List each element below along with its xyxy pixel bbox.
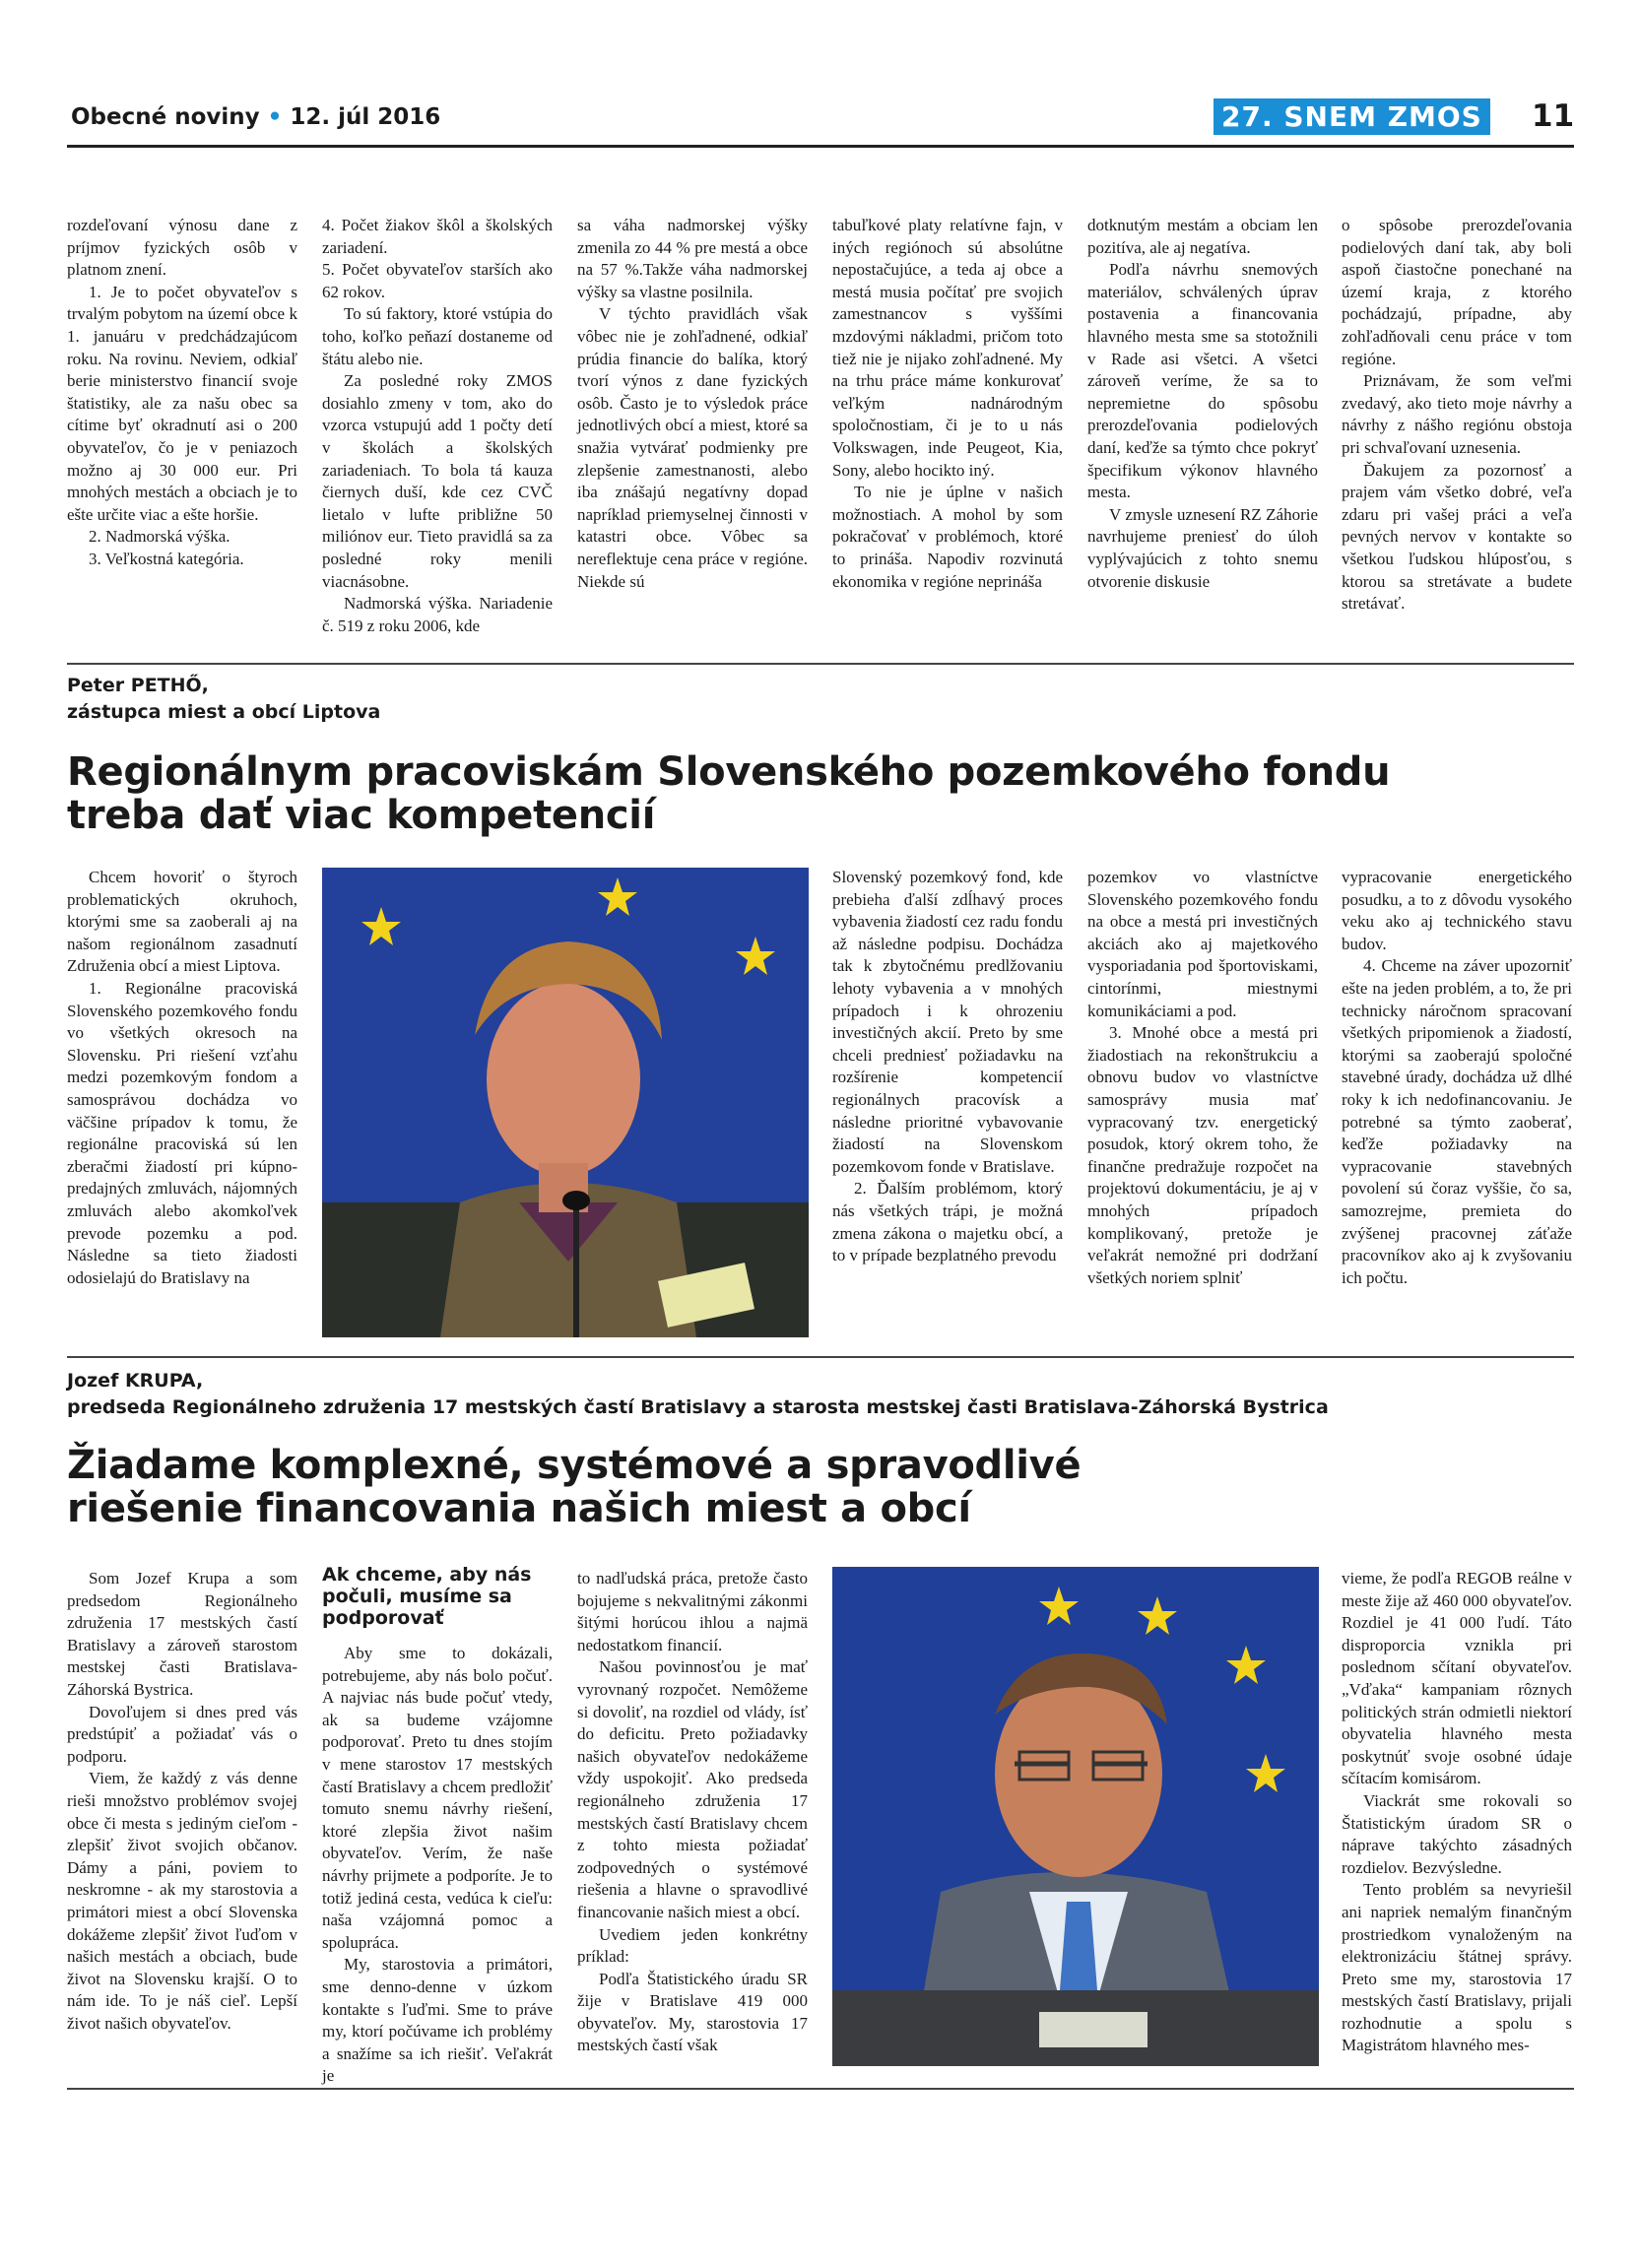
paragraph: vieme, že podľa REGOB reálne v meste žije až 460 000 obyvateľov. Rozdiel je 41 000 ľudí. Táto disproporcia vznikla pri poslednom sčítaní obyvateľov. „Vďaka“ kampaniam rôznych politických strán odmietli niektorí obyvatelia hlavného mesta poskytnúť svoje osobné údaje sčítacím komisárom. — [1342, 1569, 1572, 1788]
top-column-3 — [577, 215, 808, 593]
paragraph: o spôsobe prerozdeľovania podielových daní tak, aby boli aspoň čiastočne ponechané na území kraja, z ktorého pochádzajú, prípadne, aby zohľadňovali cenu práce v tom regióne. — [1342, 216, 1572, 368]
paragraph: Viackrát sme rokovali so Štatistickým úradom SR o náprave takýchto zásadných rozdielov. Bezvýsledne. — [1342, 1790, 1572, 1877]
section-divider — [67, 1356, 1574, 1358]
paragraph: Tento problém sa nevyriešil ani napriek nemalým finančným prostriedkom vynaloženým na elektronizáciu štátnej správy. Preto sme my, starostovia 17 mestských častí Bratislavy, prijali rozhodnutie a spolu s Magistrátom hlavného mes- — [1342, 1880, 1572, 2055]
paragraph: Nadmorská výška. Nariadenie č. 519 z roku 2006, kde — [322, 594, 553, 635]
paragraph: 3. Mnohé obce a mestá pri žiadostiach na rekonštrukciu a obnovu budov vo vlastníctve samosprávy musia mať vypracovaný tzv. energetický posudok, ktorý okrem toho, že finančne predražuje rozpočet na projektovú dokumentáciu, je aj v mnohých prípadoch komplikovaný, pretože je veľakrát nemožné pri dodržaní všetkých noriem splniť — [1087, 1023, 1318, 1287]
author-role: zástupca miest a obcí Liptova — [67, 701, 381, 723]
article2-headline — [67, 1444, 1564, 1530]
paragraph: Za posledné roky ZMOS dosiahlo zmeny v tom, ako do vzorca vstupujú add 1 počty detí v školách a školských zariadeniach. To bola tá kauza čiernych duší, kde cez CVČ lietalo v lufte približne 50 miliónov eur. Tieto pravidlá sa za posledné roky menili viacnásobne. — [322, 371, 553, 591]
article2-column-1 — [67, 1568, 297, 2035]
paragraph: V týchto pravidlách však vôbec nie je zohľadnené, odkiaľ prúdia financie do balíka, ktorý tvorí výnos z dane fyzických osôb. Často je to výsledok práce jednotlivých obcí a miest, ktoré sa snažia vytvárať podmienky pre zlepšenie zamestnanosti, alebo iba znášajú negatívny dopad napríklad priemyselnej činnosti v katastri obce. Vôbec sa nereflektuje cena práce v regióne. Niekde sú — [577, 304, 808, 591]
article1-column-1 — [67, 867, 297, 1289]
article2-column-2 — [322, 1564, 553, 2088]
paragraph: Našou povinnosťou je mať vyrovnaný rozpočet. Nemôžeme si dovoliť, na rozdiel od vlády, ísť do deficitu. Preto požiadavky našich obyvateľov nedokážeme vždy uspokojiť. Ako predseda regionálneho združenia 17 mestských častí Bratislavy chcem z tohto miesta požiadať zodpovedných o systémové riešenia a hlavne o spravodlivé financovanie našich miest a obcí. — [577, 1657, 808, 1921]
paragraph: 3. Veľkostná kategória. — [89, 549, 244, 568]
paragraph: sa váha nadmorskej výšky zmenila zo 44 % pre mestá a obce na 57 %.Takže váha nadmorskej výšky sa vlastne posilnila. — [577, 216, 808, 301]
paragraph: pozemkov vo vlastníctve Slovenského pozemkového fondu na obce a mestá pri investičných akciách ako aj majetkového vysporiadania pod športoviskami, cintorínmi, miestnymi komunikáciami a pod. — [1087, 868, 1318, 1020]
author-role: predseda Regionálneho združenia 17 mestských častí Bratislavy a starosta mestskej časti Bratislava-Záhorská Bystrica — [67, 1396, 1329, 1418]
paragraph: 4. Počet žiakov škôl a školských zariadení. — [322, 216, 553, 257]
paragraph: 1. Regionálne pracoviská Slovenského pozemkového fondu vo všetkých okresoch na Slovensku. Pri riešení vzťahu medzi pozemkovým fondom a samosprávou dochádza vo väčšine prípadov k tomu, že regionálne pracoviská sú len zberačmi žiadostí pri kúpno-predajných zmluvách, nájomných zmluvách alebo akomkoľvek prevode pozemku a pod. Následne sa tieto žiadosti odosielajú do Bratislavy na — [67, 978, 297, 1287]
article1-column-6 — [1342, 867, 1572, 1289]
paragraph: To nie je úplne v našich možnostiach. A mohol by som pokračovať v problémoch, ktoré to prináša. Napodiv rozvinutá ekonomika v regióne neprináša — [832, 483, 1063, 591]
paragraph: Dovoľujem si dnes pred vás predstúpiť a požiadať vás o podporu. — [67, 1702, 297, 1766]
article1-headline — [67, 750, 1564, 837]
paragraph: Chcem hovoriť o štyroch problematických okruhoch, ktorými sme sa zaoberali aj na našom regionálnom zasadnutí Združenia obcí a miest Liptova. — [67, 868, 297, 976]
headline-line: Žiadame komplexné, systémové a spravodlivé — [67, 1443, 1082, 1488]
paragraph: vypracovanie energetického posudku, a to z dôvodu vysokého veku ako aj technického stavu budov. — [1342, 868, 1572, 953]
top-column-2 — [322, 215, 553, 637]
paragraph: rozdeľovaní výnosu dane z príjmov fyzických osôb v platnom znení. — [67, 216, 297, 280]
subheading: Ak chceme, aby nás počuli, musíme sa podporovať — [322, 1564, 532, 1629]
article2-column-6 — [1342, 1568, 1572, 2057]
article1-byline — [67, 673, 1052, 726]
paragraph: To sú faktory, ktoré vstúpia do toho, koľko peňazí dostaneme od štátu alebo nie. — [322, 304, 553, 368]
article1-column-4 — [832, 867, 1063, 1267]
top-column-1 — [67, 215, 297, 571]
publication-name: Obecné noviny — [71, 104, 260, 130]
article2-byline — [67, 1368, 1564, 1421]
portrait-icon — [322, 868, 809, 1337]
section-badge: 27. SNEM ZMOS — [1214, 98, 1490, 135]
paragraph: My, starostovia a primátori, sme denno-denne v úzkom kontakte s ľuďmi. Sme to práve my, ktorí počúvame ich problémy a snažíme sa ich riešiť. Veľakrát je — [322, 1955, 553, 2086]
author-name: Peter PETHŐ, — [67, 675, 209, 696]
paragraph: to nadľudská práca, pretože často bojujeme s nekvalitnými zákonmi šitými horúcou ihlou a najmä nedostatkom financií. — [577, 1569, 808, 1654]
paragraph: 2. Nadmorská výška. — [89, 527, 230, 547]
paragraph: 4. Chceme na záver upozorniť ešte na jeden problém, a to, že pri technicky náročnom spracovaní všetkých pripomienok a žiadostí, ktorými sa zaoberajú spoločné stavebné úrady, dochádza už dlhé roky k ich nedofinancovaniu. Je potrebné sa týmto zaoberať, keďže požiadavky na vypracovanie stavebných povolení sú čoraz vyššie, čo sa, samozrejme, premieta do zvýšenej pracovnej záťaže pracovníkov ako aj k zvyšovaniu ich počtu. — [1342, 956, 1572, 1287]
paragraph: 2. Ďalším problémom, ktorý nás všetkých trápi, je možná zmena zákona o majetku obcí, a to v prípade bezplatného prevodu — [832, 1179, 1063, 1265]
paragraph: Podľa Štatistického úradu SR žije v Bratislave 419 000 obyvateľov. My, starostovia 17 mestských častí však — [577, 1969, 808, 2055]
paragraph: 1. Je to počet obyvateľov s trvalým pobytom na území obce k 1. januáru v predchádzajúcom roku. Na rovinu. Neviem, odkiaľ berie ministerstvo financií svoje štatistiky, ale za našu obec sa cítime byť okradnutí asi o 200 obyvateľov, čo je v peniazoch možno aj 30 000 eur. Pri mnohých mestách a obciach je to ešte určite viac a ešte horšie. — [67, 282, 297, 524]
paragraph: Viem, že každý z vás denne rieši množstvo problémov svojej obce či mesta s jediným cieľom - zlepšiť život svojich občanov. Dámy a páni, poviem to neskromne - ak my starostovia a primátori miest a obcí Slovenska dokážeme zlepšiť život ľuďom v našich mestách a obciach, bude život na Slovensku krajší. O to nám ide. To je náš cieľ. Lepší život našich obyvateľov. — [67, 1769, 297, 2033]
article2-photo — [832, 1567, 1319, 2066]
paragraph: Slovenský pozemkový fond, kde prebieha ďalší zdĺhavý proces vybavenia žiadostí cez radu fondu až následne podpisu. Dochádza tak k zbytočnému predlžovaniu lehoty vybavenia a v mnohých prípadoch i k ohrozeniu investičných akcií. Preto by sme chceli predniesť požiadavku na rozšírenie kompetencií regionálnych pracovísk a následne prioritné vybavovanie žiadostí na Slovenskom pozemkovom fonde v Bratislave. — [832, 868, 1063, 1176]
paragraph: Som Jozef Krupa a som predsedom Regionálneho združenia 17 mestských častí Bratislavy a zároveň starostom mestskej časti Bratislava-Záhorská Bystrica. — [67, 1569, 297, 1699]
top-column-4 — [832, 215, 1063, 593]
headline-line: treba dať viac kompetencií — [67, 793, 656, 838]
article1-column-5 — [1087, 867, 1318, 1289]
paragraph: dotknutým mestám a obciam len pozitíva, ale aj negatíva. — [1087, 216, 1318, 257]
bottom-rule — [67, 2088, 1574, 2090]
paragraph: Priznávam, že som veľmi zvedavý, ako tieto moje návrhy a návrhy z nášho regiónu obstoja pri schvaľovaní uznesenia. — [1342, 371, 1572, 457]
paragraph: 5. Počet obyvateľov starších ako 62 rokov. — [322, 260, 553, 301]
author-name: Jozef KRUPA, — [67, 1370, 204, 1392]
paragraph: V zmysle uznesení RZ Záhorie navrhujeme preniesť do úloh vyplývajúcich z tohto snemu otvorenie diskusie — [1087, 504, 1318, 591]
portrait-icon — [832, 1567, 1319, 2066]
top-column-5 — [1087, 215, 1318, 593]
headline-line: Regionálnym pracoviskám Slovenského pozemkového fondu — [67, 749, 1391, 795]
headline-line: riešenie financovania našich miest a obcí — [67, 1486, 971, 1531]
masthead — [71, 104, 440, 130]
paragraph: Ďakujem za pozornosť a prajem vám všetko dobré, veľa zdaru pri vašej práci a veľa pevných nervov v kontakte so všetkou ľudskou hlúposťou, s ktorou sa stretávate a budete stretávať. — [1342, 460, 1572, 614]
header-rule — [67, 145, 1574, 148]
section-divider — [67, 663, 1574, 665]
page-number: 11 — [1532, 98, 1575, 134]
article1-photo — [322, 868, 809, 1337]
paragraph: Aby sme to dokázali, potrebujeme, aby nás bolo počuť. A najviac nás bude počuť vtedy, ak sa budeme vzájomne podporovať. Preto tu dnes stojím v mene starostov 17 mestských častí Bratislavy a chcem predložiť tomuto snemu návrhy riešení, ktoré zlepšia život našim obyvateľov. Verím, že naše návrhy prijmete a podporíte. Je to totiž jediná cesta, vedúca k cieľu: naša vzájomná pomoc a spolupráca. — [322, 1644, 553, 1952]
paragraph: Uvediem jeden konkrétny príklad: — [577, 1924, 808, 1967]
paragraph: tabuľkové platy relatívne fajn, v iných regiónoch sú absolútne nepostačujúce, a teda aj obce a mestá musia počítať pre svojich zamestnancov s vyššími mzdovými nákladmi, pričom toto tiež nie je nijako zohľadnené. My na trhu práce máme konkurovať veľkým nadnárodným spoločnostiam, či je to u nás Volkswagen, inde Peugeot, Kia, Sony, alebo hocikto iný. — [832, 216, 1063, 480]
issue-date: 12. júl 2016 — [290, 104, 441, 130]
article2-column-3 — [577, 1568, 808, 2057]
separator-dot: • — [267, 104, 283, 130]
top-column-6 — [1342, 215, 1572, 616]
paragraph: Podľa návrhu snemových materiálov, schválených úprav postavenia a financovania hlavného mesta sme sa stotožnili v Rade asi všetci. A všetci zároveň veríme, že sa to nepremietne do spôsobu prerozdeľovania podielových daní, keďže sa týmto chce pokryť špecifikum výkonov hlavného mesta. — [1087, 260, 1318, 502]
